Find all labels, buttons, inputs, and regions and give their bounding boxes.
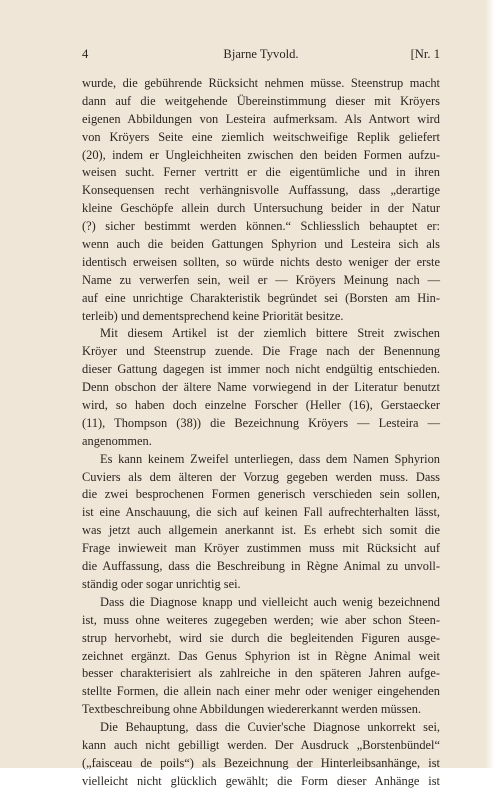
scan-edge [485, 0, 499, 768]
text-line: was jetzt auch allgemein anerkannt ist. Es erhebt sich somit die [82, 523, 440, 538]
running-title: Bjarne Tyvold. [223, 47, 299, 61]
text-line: (20), indem er Ungleichheiten zwischen den beiden Formen aufzu- [82, 147, 440, 162]
text-line: weisen sucht. Ferner vertritt er die eigentümliche und in ihren [82, 165, 440, 180]
running-head [82, 47, 440, 65]
text-line: identisch erweisen sollten, so würde nichts desto weniger der erste [82, 254, 440, 269]
text-line: kann auch nicht gebilligt werden. Der Ausdruck „Borstenbündel“ [82, 737, 440, 752]
text-line: wurde, die gebührende Rücksicht nehmen müsse. Steenstrup macht [82, 76, 440, 90]
text-line: Mit diesem Artikel ist der ziemlich bittere Streit zwischen [100, 326, 440, 341]
text-line: Kröyer und Steenstrup zuende. Die Frage nach der Benennung [82, 344, 440, 359]
page-number: 4 [82, 47, 89, 61]
text-line: kleine Geschöpfe allein durch Untersuchung beider in der Natur [82, 201, 440, 216]
text-line: die Auffassung, dass die Beschreibung in Règne Animal zu unvoll- [82, 559, 440, 574]
text-line: („faisceau de poils“) als Bezeichnung der Hinterleibsanhänge, ist [82, 755, 440, 770]
text-line: dann auf die weitgehende Übereinstimmung dieser mit Kröyers [82, 93, 440, 108]
text-line: Name zu verwerfen sein, weil er — Kröyers Meinung nach — [82, 272, 440, 287]
text-line: Die Behauptung, dass die Cuvier'sche Diagnose unkorrekt sei, [100, 720, 440, 735]
text-line: Textbeschreibung ohne Abbildungen wiedererkannt werden müssen. [82, 702, 422, 717]
text-line: Dass die Diagnose knapp und vielleicht auch wenig bezeichnend [100, 594, 440, 609]
text-line: ständig oder sogar unrichtig sei. [82, 576, 241, 591]
text-line: ist, muss ohne weiteres zugegeben werden; wie aber schon Steen- [82, 612, 440, 627]
text-line: Denn obschon der ältere Name vorwiegend in der Literatur benutzt [82, 380, 440, 395]
text-line: (?) sicher bestimmt werden können.“ Schliesslich behauptet er: [82, 219, 440, 234]
text-line: eigenen Abbildungen von Lesteira aufmerksam. Als Antwort wird [82, 111, 440, 126]
text-line: wird, so haben doch einzelne Forscher (Heller (16), Gerstaecker [82, 398, 440, 413]
text-line: auf eine unrichtige Charakteristik begründet sei (Borsten am Hin- [82, 290, 440, 305]
text-line: besser charakterisiert als zahlreiche in den späteren Jahren aufge- [82, 666, 440, 681]
text-line: die zwei besprochenen Formen generisch verschieden sein sollen, [82, 487, 440, 502]
text-line: stellte Formen, die allein nach einer mehr oder weniger eingehenden [82, 684, 440, 699]
text-line: strup hervorhebt, wird sie durch die begleitenden Figuren ausge- [82, 630, 440, 645]
text-line: Konsequensen recht verhängnisvolle Auffassung, dass „derartige [82, 183, 440, 198]
text-line: dieser Gattung dagegen ist immer noch nicht endgültig entschieden. [82, 362, 440, 377]
text-line: Frage inwieweit man Kröyer zustimmen muss mit Rücksicht auf [82, 541, 440, 556]
series-number: [Nr. 1 [410, 47, 440, 61]
text-line: terleib) und dementsprechend keine Priorität besitze. [82, 308, 344, 323]
text-line: von Kröyers Seite eine ziemlich weitschweifige Replik geliefert [82, 129, 440, 144]
text-line: wenn auch die beiden Gattungen Sphyrion und Lesteira sich als [82, 237, 440, 252]
text-line: ist eine Anschauung, die sich auf keinen Fall aufrechterhalten lässt, [82, 505, 440, 520]
text-line: angenommen. [82, 433, 152, 448]
text-line: (11), Thompson (38)) die Bezeichnung Kröyers — Lesteira — [82, 415, 440, 430]
text-line: Cuviers als dem älteren der Vorzug gegeben werden muss. Dass [82, 469, 440, 484]
body-text [82, 75, 440, 791]
text-line: vielleicht nicht glücklich gewählt; die Form dieser Anhänge ist [82, 773, 440, 788]
text-line: Es kann keinem Zweifel unterliegen, dass dem Namen Sphyrion [100, 451, 440, 466]
text-line: zeichnet ergänzt. Das Genus Sphyrion ist in Règne Animal weit [82, 648, 440, 663]
